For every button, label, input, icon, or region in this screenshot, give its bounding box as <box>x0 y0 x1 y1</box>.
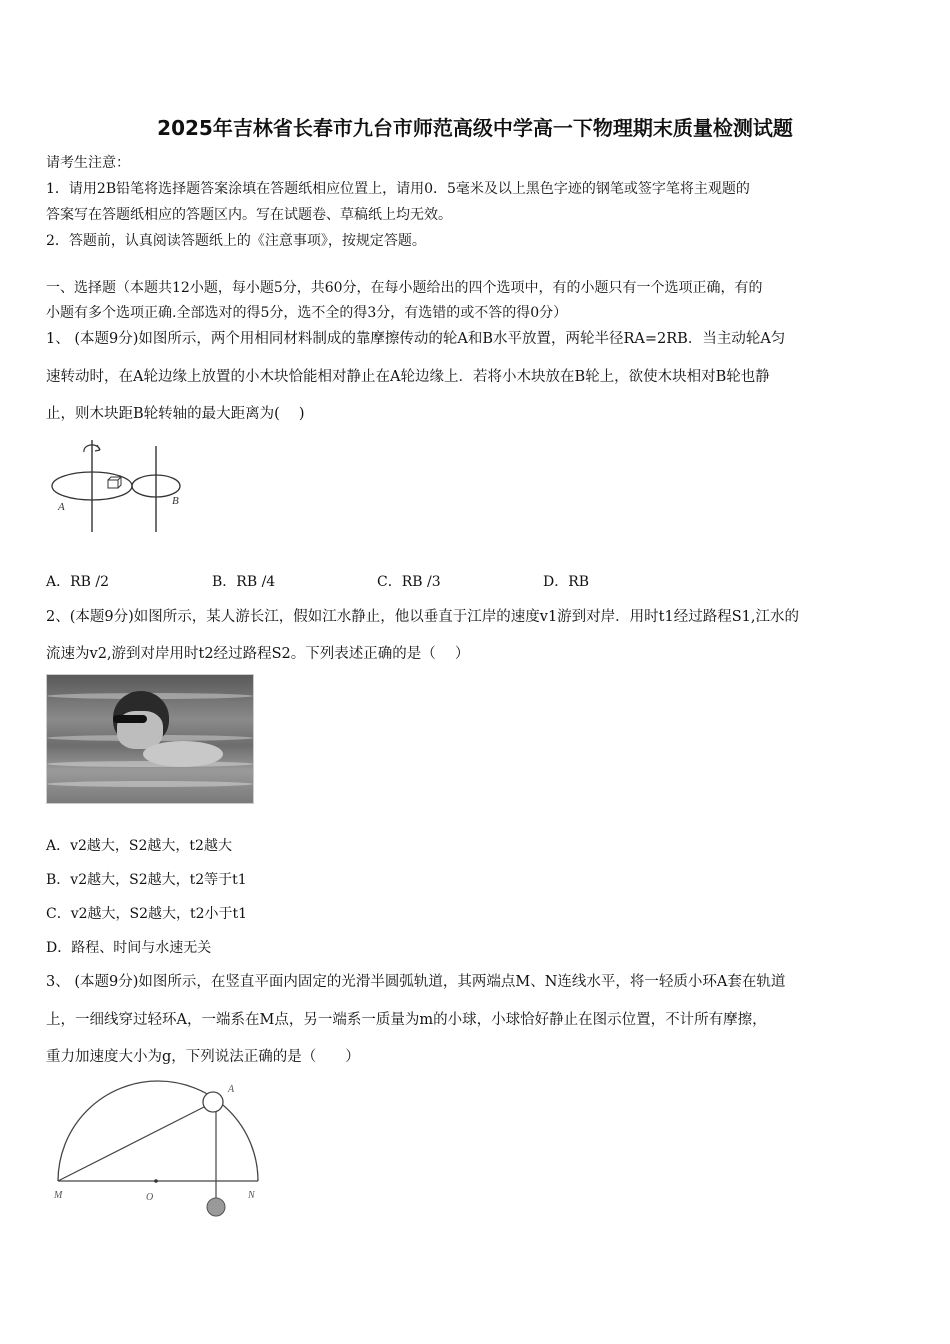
q1-text-3: 止，则木块距B轮转轴的最大距离为( ) <box>46 406 305 422</box>
q2-option-d: D．路程、时间与水速无关 <box>46 940 212 956</box>
q3-text-2: 上，一细线穿过轻环A，一端系在M点，另一端系一质量为m的小球，小球恰好静止在图示位置，不计所有摩擦， <box>46 1012 767 1028</box>
q1-label-a: A <box>58 501 65 513</box>
notice-heading: 请考生注意： <box>46 155 130 171</box>
q1-text-1: 1、 (本题9分)如图所示，两个用相同材料制成的靠摩擦传动的轮A和B水平放置，两轮半径RA=2RB．当主动轮A匀 <box>46 331 786 347</box>
q2-option-a: A．v2越大，S2越大，t2越大 <box>46 838 232 854</box>
q1-wheels-figure <box>48 432 198 532</box>
q2-text-1: 2、(本题9分)如图所示，某人游长江，假如江水静止，他以垂直于江岸的速度v1游到对岸．用时t1经过路程S1,江水的 <box>46 609 799 625</box>
q1-option-d: D．RB <box>543 574 590 590</box>
notice-line-1: 1．请用2B铅笔将选择题答案涂填在答题纸相应位置上，请用0．5毫米及以上黑色字迹的钢笔或签字笔将主观题的 <box>46 181 750 197</box>
page-title: 2025年吉林省长春市九台市师范高级中学高一下物理期末质量检测试题 <box>157 116 793 140</box>
section-instructions-1: 一、选择题（本题共12小题，每小题5分，共60分，在每小题给出的四个选项中，有的小题只有一个选项正确，有的 <box>46 280 763 296</box>
q2-text-2: 流速为v2,游到对岸用时t2经过路程S2。下列表述正确的是（ ） <box>46 646 470 662</box>
q1-option-b: B．RB /4 <box>212 574 276 590</box>
q1-label-b: B <box>172 495 179 507</box>
q3-label-a: A <box>228 1084 235 1095</box>
q3-semicircle-figure <box>48 1076 268 1226</box>
q1-option-c: C．RB /3 <box>377 574 441 590</box>
q2-option-b: B．v2越大，S2越大，t2等于t1 <box>46 872 247 888</box>
q3-text-3: 重力加速度大小为g，下列说法正确的是（ ） <box>46 1049 360 1065</box>
q3-label-o: O <box>146 1192 154 1203</box>
q3-label-m: M <box>54 1190 63 1201</box>
q3-text-1: 3、 (本题9分)如图所示，在竖直平面内固定的光滑半圆弧轨道，其两端点M、N连线水平，将一轻质小环A套在轨道 <box>46 974 786 990</box>
q3-label-n: N <box>248 1190 255 1201</box>
notice-line-3: 2．答题前，认真阅读答题纸上的《注意事项》，按规定答题。 <box>46 233 426 249</box>
notice-line-2: 答案写在答题纸相应的答题区内。写在试题卷、草稿纸上均无效。 <box>46 207 452 223</box>
q1-text-2: 速转动时，在A轮边缘上放置的小木块恰能相对静止在A轮边缘上．若将小木块放在B轮上，欲使木块相对B轮也静 <box>46 369 770 385</box>
q1-option-a: A．RB /2 <box>46 574 110 590</box>
swimmer-photo <box>46 674 254 804</box>
section-instructions-2: 小题有多个选项正确.全部选对的得5分，选不全的得3分，有选错的或不答的得0分） <box>46 305 568 321</box>
q2-option-c: C．v2越大，S2越大，t2小于t1 <box>46 906 248 922</box>
